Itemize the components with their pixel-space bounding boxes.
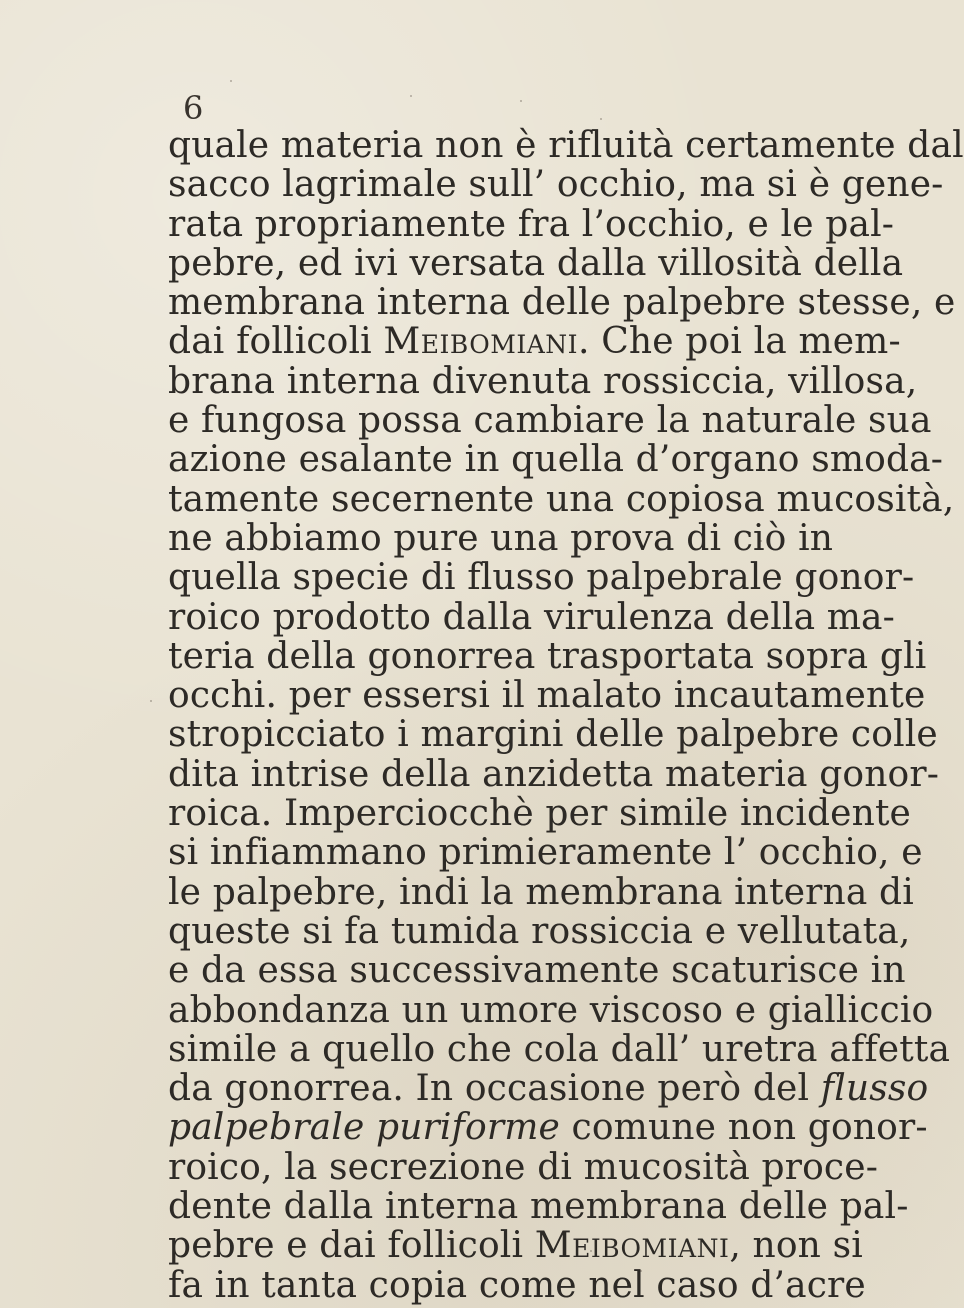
text-run: e da essa successivamente scaturisce in [168,950,906,992]
text-run: occhi. per essersi il malato incautamente [168,675,926,717]
text-run: dente dalla interna membrana delle pal- [168,1186,909,1228]
paper-speck [640,1270,642,1272]
text-line [168,242,904,284]
text-run: pebre e dai follicoli [168,1225,535,1267]
body-text [168,125,964,1306]
text-line [168,871,914,913]
text-line [168,1028,951,1070]
paper-speck [150,700,152,702]
italic-term: flusso [820,1068,929,1110]
text-run: membrana interna delle palpebre stesse, e [168,282,956,324]
text-line [168,596,895,638]
text-run: sacco lagrimale sull’ occhio, ma si è gene- [168,164,944,206]
text-line [168,1264,866,1306]
text-line [168,793,912,835]
text-run: le palpebre, indi la membrana interna di [168,871,914,913]
text-line [168,950,906,992]
text-run: simile a quello che cola dall’ uretra affetta [168,1028,951,1070]
text-run: dai follicoli [168,321,384,363]
paper-speck [600,118,602,120]
text-run: da gonorrea. In occasione però del [168,1068,821,1110]
text-line [168,125,964,166]
paper-speck [230,80,232,82]
paper-speck [590,1250,592,1252]
text-run: pebre, ed ivi versata dalla villosità della [168,242,904,284]
text-run: . Che poi la mem- [578,321,901,363]
text-line [168,478,955,520]
text-line [168,439,944,481]
text-line [168,714,938,756]
text-run: tamente secernente una copiosa mucosità, [168,478,955,520]
text-line [168,635,927,677]
text-run: teria della gonorrea trasportata sopra gli [168,635,927,677]
small-caps-name: Meibomiani [383,321,579,363]
text-line [168,1068,929,1110]
page-number: 6 [183,89,204,127]
text-run: queste si fa tumida rossiccia e vellutata, [168,910,911,952]
paper-speck [700,140,702,142]
text-line [168,675,926,717]
text-line [168,832,923,874]
paper-speck [760,540,762,542]
paper-speck [520,100,522,102]
text-run: fa in tanta copia come nel caso d’acre [168,1264,866,1306]
text-line [168,910,911,952]
text-run: roico, la secrezione di mucosità proce- [168,1146,879,1188]
text-line [168,164,944,206]
text-line [168,400,932,442]
text-line [168,753,940,795]
text-run: quella specie di flusso palpebrale gonor- [168,557,915,599]
text-run: azione esalante in quella d’organo smoda- [168,439,944,481]
text-line [168,1107,928,1149]
text-run: comune non gonor- [559,1107,928,1149]
text-line [168,360,918,402]
text-run: quale materia non è rifluità certamente dal [168,125,964,166]
text-line [168,517,834,559]
small-caps-name: Meibomiani [534,1225,730,1267]
text-run: , non si [729,1225,863,1267]
text-run: roica. Imperciocchè per simile incidente [168,793,912,835]
text-line [168,282,956,324]
text-run: dita intrise della anzidetta materia gonor- [168,753,940,795]
text-line [168,989,934,1031]
paper-speck [410,95,412,97]
text-line [168,203,895,245]
text-run: roico prodotto dalla virulenza della ma- [168,596,895,638]
text-run: brana interna divenuta rossiccia, villosa, [168,360,918,402]
text-run: abbondanza un umore viscoso e gialliccio [168,989,934,1031]
italic-term: palpebrale puriforme [168,1107,560,1149]
text-line [168,1225,863,1267]
text-line [168,321,901,363]
text-line [168,1146,879,1188]
text-run: rata propriamente fra l’occhio, e le pal- [168,203,895,245]
text-run: ne abbiamo pure una prova di ciò in [168,517,834,559]
text-line [168,557,915,599]
text-run: si infiammano primieramente l’ occhio, e [168,832,923,874]
text-run: e fungosa possa cambiare la naturale sua [168,400,932,442]
text-run: stropicciato i margini delle palpebre colle [168,714,938,756]
paper-speck [720,900,722,902]
text-line [168,1186,909,1228]
